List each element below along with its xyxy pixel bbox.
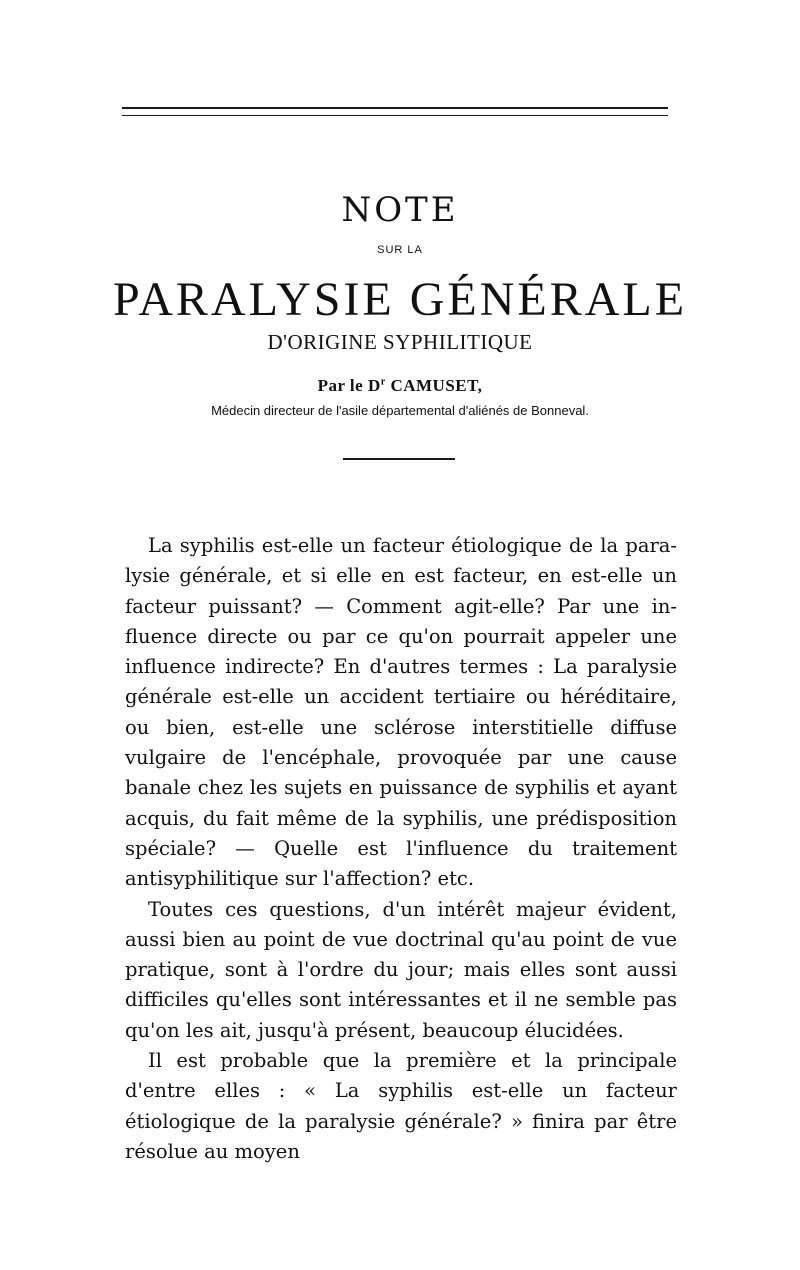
sur-la-label: SUR LA <box>377 244 423 256</box>
top-rule <box>122 107 668 109</box>
note-heading: NOTE <box>341 190 459 230</box>
author-superscript: r <box>380 376 386 388</box>
author-prefix: Par le D <box>317 376 381 395</box>
paragraph: La syphilis est-elle un facteur étiologique de la para-lysie générale, et si elle en est facteur, en est-elle un facteur puissant? — Comment agit-elle? Par une in-fluence directe ou par ce qu'on pourrait appeler une influence indirecte? En d'autres termes : La paralysie générale est-elle un accident tertiaire ou héréditaire, ou bien, est-elle une sclérose interstitielle diffuse vulgaire de l'encéphale, provoquée par une cause banale chez les sujets en puissance de syphilis et ayant acquis, du fait même de la syphilis, une prédisposition spéciale? — Quelle est l'influence du traitement antisyphilitique sur l'affection? etc. <box>125 534 677 891</box>
author-line <box>100 376 700 396</box>
author-affiliation: Médecin directeur de l'asile départemental d'aliénés de Bonneval. <box>211 403 589 418</box>
paragraph: Il est probable que la première et la principale d'entre elles : « La syphilis est-elle un facteur étiologique de la paralysie générale? » finira par être résolue au moyen <box>125 1049 677 1163</box>
top-rule-thin <box>122 115 668 116</box>
page-title: PARALYSIE GÉNÉRALE <box>112 273 688 326</box>
article-body <box>125 531 677 1167</box>
page-subtitle: D'ORIGINE SYPHILITIQUE <box>267 330 533 354</box>
paragraph: Toutes ces questions, d'un intérêt majeur évident, aussi bien au point de vue doctrinal qu'au point de vue pratique, sont à l'ordre du jour; mais elles sont aussi difficiles qu'elles sont intéressantes et il ne semble pas qu'on les ait, jusqu'à présent, beaucoup élucidées. <box>125 897 677 1042</box>
section-separator <box>343 458 455 460</box>
author-name: CAMUSET, <box>385 376 483 395</box>
